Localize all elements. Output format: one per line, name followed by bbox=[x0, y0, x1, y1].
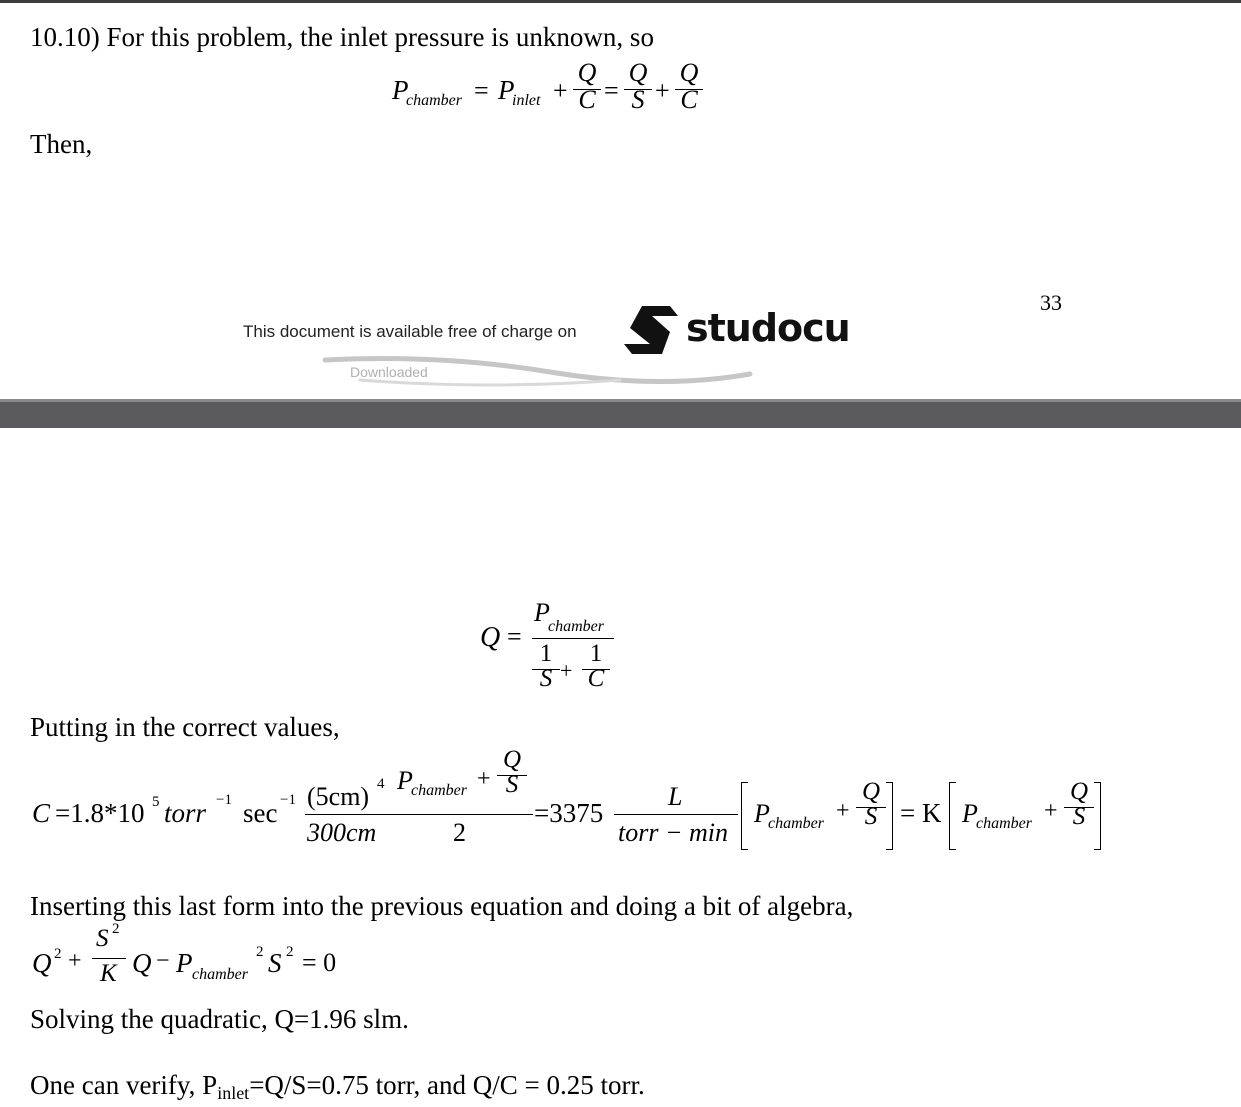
eq1-plus-2: + bbox=[655, 76, 670, 105]
eq3-exp5: 5 bbox=[152, 794, 160, 810]
eq3-300cm: 300cm bbox=[307, 818, 377, 847]
eq3-qs3-den: S bbox=[1072, 803, 1086, 830]
eq2-equals: = bbox=[507, 622, 522, 651]
putting-text: Putting in the correct values, bbox=[30, 712, 340, 742]
eq4-chamber: chamber bbox=[192, 966, 248, 983]
eq4-q: Q bbox=[32, 948, 52, 978]
eq3-chamber2: chamber bbox=[768, 815, 824, 832]
solving-text: Solving the quadratic, Q=1.96 slm. bbox=[30, 1004, 409, 1034]
eq3-plus2: + bbox=[836, 798, 850, 824]
eq1-frac-q-over-c bbox=[573, 58, 601, 115]
eq3-qs2-den: S bbox=[864, 803, 878, 830]
eq1-frac1-num: Q bbox=[577, 58, 597, 87]
eq1-inlet-sub: inlet bbox=[512, 92, 541, 109]
eq3-qs2-num: Q bbox=[861, 778, 881, 805]
eq3-c: C bbox=[32, 798, 51, 828]
eq4-k: K bbox=[100, 960, 117, 987]
eq3-p2: P bbox=[754, 799, 770, 828]
eq4-chamber-sup: 2 bbox=[256, 944, 264, 960]
eq3-chamber3: chamber bbox=[976, 815, 1032, 832]
eq1-p: P bbox=[392, 75, 409, 105]
eq1-equals: = bbox=[474, 76, 489, 105]
watermark-notice: This document is available free of charge on bbox=[243, 322, 577, 341]
eq3-qs-den: S bbox=[505, 771, 519, 798]
eq1-frac1-den: C bbox=[578, 85, 596, 114]
eq3-two: 2 bbox=[453, 818, 466, 847]
eq2-plus: + bbox=[560, 658, 573, 683]
downloaded-smudge bbox=[320, 350, 760, 390]
eq3-plus: + bbox=[477, 766, 491, 792]
inserting-text: Inserting this last form into the previous equation and doing a bit of algebra, bbox=[30, 891, 854, 921]
eq4-s: S bbox=[268, 948, 282, 978]
page-top-border bbox=[0, 0, 1241, 3]
eq1-equals-2: = bbox=[604, 76, 619, 105]
eq3-frac-q-over-s-2 bbox=[856, 778, 886, 831]
eq2-frac1-den: S bbox=[539, 665, 553, 692]
eq1-frac-q-over-c-2 bbox=[675, 58, 703, 115]
eq3-eq-k: = K bbox=[900, 798, 942, 828]
eq4-s2-sup: 2 bbox=[112, 921, 120, 937]
eq3-l: L bbox=[668, 782, 683, 811]
downloaded-label: Downloaded bbox=[350, 364, 428, 380]
eq2-frac-1-over-c bbox=[582, 640, 610, 693]
eq3-neg1-a: −1 bbox=[216, 792, 232, 808]
eq2-num-chamber: chamber bbox=[548, 618, 604, 635]
eq2-num-p: P bbox=[534, 598, 550, 627]
eq4-p: P bbox=[176, 948, 193, 978]
eq3-frac-q-over-s bbox=[497, 746, 527, 799]
eq3-right-bracket-2 bbox=[1094, 782, 1101, 850]
page-gap bbox=[0, 402, 1241, 428]
eq2-q: Q bbox=[480, 622, 501, 653]
eq3-3375: =3375 bbox=[534, 798, 604, 828]
eq1-frac2-den: S bbox=[631, 85, 645, 114]
eq2-frac2-den: C bbox=[587, 665, 605, 692]
eq3-frac-q-over-s-3 bbox=[1064, 778, 1094, 831]
eq1-plus: + bbox=[553, 76, 568, 105]
eq4-plus: + bbox=[68, 948, 82, 974]
verify-part-b: =Q/S=0.75 torr, and Q/C = 0.25 torr. bbox=[249, 1070, 645, 1100]
eq4-minus: − bbox=[156, 948, 170, 974]
eq2-frac1-num: 1 bbox=[539, 640, 553, 667]
eq3-torr-min: torr − min bbox=[618, 818, 729, 847]
eq2-frac-1-over-s bbox=[532, 640, 560, 693]
eq4-s2: S bbox=[96, 925, 109, 952]
eq3-chamber: chamber bbox=[411, 782, 467, 799]
studocu-brand: studocu bbox=[686, 306, 850, 350]
eq4-q-sup: 2 bbox=[54, 946, 62, 962]
eq3-left-bracket-1 bbox=[741, 782, 748, 850]
eq3-left-bracket-2 bbox=[949, 782, 956, 850]
eq3-neg1-b: −1 bbox=[280, 792, 296, 808]
eq3-qs3-num: Q bbox=[1069, 778, 1089, 805]
eq4-eq0: = 0 bbox=[302, 948, 337, 977]
intro-text: 10.10) For this problem, the inlet pressure is unknown, so bbox=[30, 22, 654, 52]
eq1-frac3-den: C bbox=[680, 85, 698, 114]
then-text: Then, bbox=[30, 129, 93, 159]
eq3-5cm: (5cm) bbox=[307, 782, 370, 811]
eq3-sec: sec bbox=[243, 798, 278, 828]
eq3-right-bracket-1 bbox=[886, 782, 893, 850]
verify-inlet-sub: inlet bbox=[217, 1083, 250, 1103]
eq1-chamber-sub: chamber bbox=[406, 92, 462, 109]
verify-text bbox=[30, 1070, 645, 1104]
eq4-q2: Q bbox=[132, 948, 152, 978]
page-number: 33 bbox=[1040, 290, 1062, 315]
eq3-qs-num: Q bbox=[502, 746, 522, 773]
verify-part-a: One can verify, P bbox=[30, 1070, 218, 1100]
eq3-torr: torr bbox=[164, 798, 207, 828]
eq3-plus3: + bbox=[1044, 798, 1058, 824]
eq3-exp4: 4 bbox=[377, 776, 385, 792]
eq3-p3: P bbox=[962, 799, 978, 828]
eq1-frac2-num: Q bbox=[628, 58, 648, 87]
eq4-s-sup: 2 bbox=[286, 944, 294, 960]
eq1-frac3-num: Q bbox=[679, 58, 699, 87]
eq1-p-inlet: P bbox=[498, 75, 515, 105]
eq1-frac-q-over-s bbox=[624, 58, 652, 115]
eq3-c-value: =1.8*10 bbox=[55, 798, 145, 828]
eq2-frac2-num: 1 bbox=[589, 640, 603, 667]
eq3-p: P bbox=[397, 766, 413, 795]
